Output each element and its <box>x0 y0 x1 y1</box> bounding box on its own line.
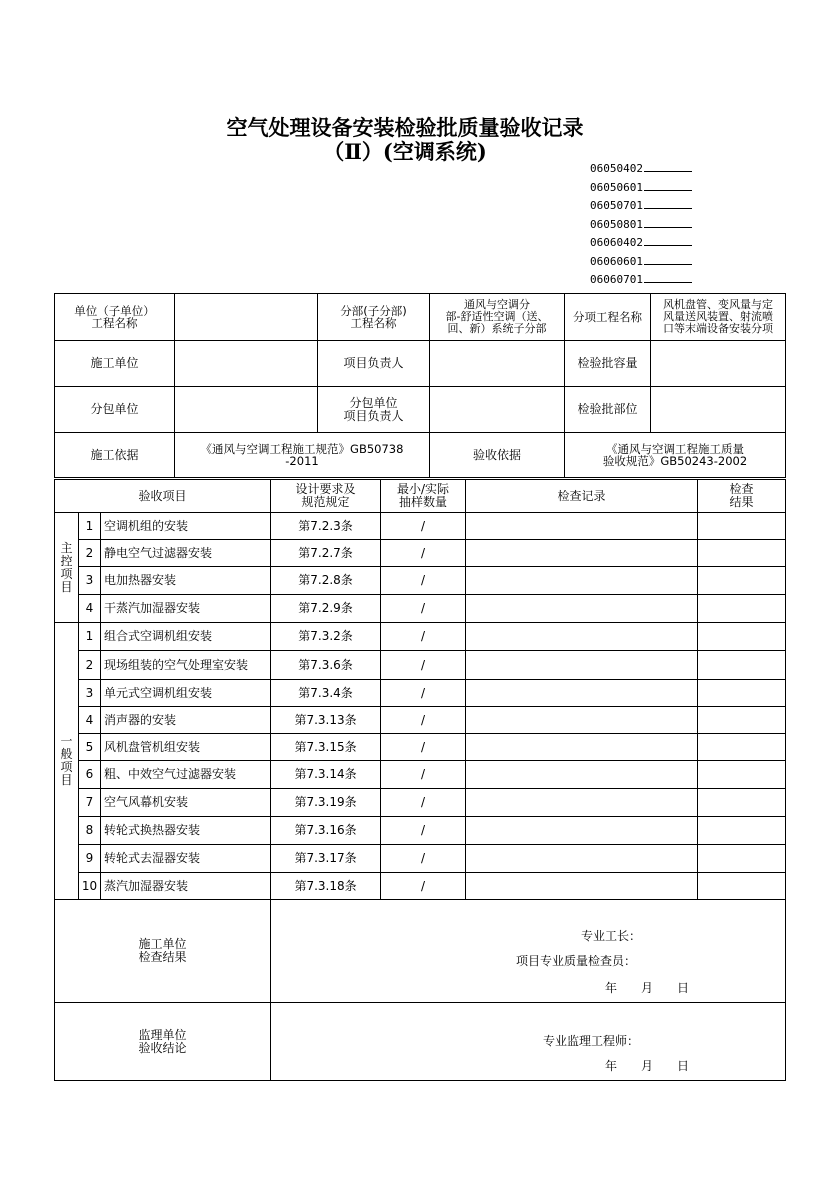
row-result[interactable] <box>698 651 786 680</box>
row-clause: 第7.3.19条 <box>271 789 381 817</box>
header-table <box>54 293 786 478</box>
row-result[interactable] <box>698 845 786 873</box>
basis-label: 施工依据 <box>55 433 175 478</box>
table-row <box>55 707 786 734</box>
row-no: 6 <box>79 761 101 789</box>
row-name: 转轮式去湿器安装 <box>101 845 271 873</box>
row-clause: 第7.2.9条 <box>271 595 381 623</box>
row-clause: 第7.3.18条 <box>271 873 381 900</box>
row-sample: / <box>381 761 466 789</box>
table-row <box>55 513 786 540</box>
col-record-header: 检查记录 <box>466 480 698 513</box>
unit-label: 单位（子单位） 工程名称 <box>55 294 175 341</box>
row-no: 1 <box>79 623 101 651</box>
row-no: 2 <box>79 540 101 567</box>
row-record[interactable] <box>466 513 698 540</box>
code-item: 06060601 <box>590 253 700 272</box>
table-row <box>55 595 786 623</box>
code-item: 06060701 <box>590 271 700 290</box>
table-row <box>55 789 786 817</box>
row-result[interactable] <box>698 513 786 540</box>
row-name: 风机盘管机组安装 <box>101 734 271 761</box>
construction-unit-value[interactable] <box>175 341 318 387</box>
batch-location-value[interactable] <box>651 387 786 433</box>
row-clause: 第7.2.7条 <box>271 540 381 567</box>
row-record[interactable] <box>466 761 698 789</box>
row-result[interactable] <box>698 540 786 567</box>
row-no: 4 <box>79 707 101 734</box>
supervision-result-label: 监理单位 验收结论 <box>55 1003 271 1081</box>
table-row <box>55 680 786 707</box>
row-name: 消声器的安装 <box>101 707 271 734</box>
row-sample: / <box>381 595 466 623</box>
row-no: 1 <box>79 513 101 540</box>
row-result[interactable] <box>698 595 786 623</box>
construction-date: 年 月 日 <box>605 981 690 995</box>
row-sample: / <box>381 845 466 873</box>
row-result[interactable] <box>698 817 786 845</box>
acceptance-basis-label: 验收依据 <box>430 433 565 478</box>
row-sample: / <box>381 567 466 595</box>
table-row <box>55 734 786 761</box>
supervision-date: 年 月 日 <box>605 1059 690 1073</box>
project-manager-value[interactable] <box>430 341 565 387</box>
col-result-header: 检查 结果 <box>698 480 786 513</box>
row-clause: 第7.3.13条 <box>271 707 381 734</box>
code-item: 06050402 <box>590 160 700 179</box>
code-list <box>590 160 700 290</box>
table-row <box>55 623 786 651</box>
unit-value[interactable] <box>175 294 318 341</box>
row-result[interactable] <box>698 623 786 651</box>
row-result[interactable] <box>698 707 786 734</box>
construction-result-area[interactable] <box>271 900 786 1003</box>
row-clause: 第7.3.6条 <box>271 651 381 680</box>
table-row <box>55 540 786 567</box>
row-sample: / <box>381 873 466 900</box>
row-no: 9 <box>79 845 101 873</box>
row-record[interactable] <box>466 707 698 734</box>
row-record[interactable] <box>466 817 698 845</box>
row-name: 空调机组的安装 <box>101 513 271 540</box>
row-result[interactable] <box>698 734 786 761</box>
row-sample: / <box>381 651 466 680</box>
row-record[interactable] <box>466 680 698 707</box>
code-item: 06050601 <box>590 179 700 198</box>
row-record[interactable] <box>466 845 698 873</box>
row-name: 组合式空调机组安装 <box>101 623 271 651</box>
row-sample: / <box>381 623 466 651</box>
row-result[interactable] <box>698 567 786 595</box>
acceptance-basis-value: 《通风与空调工程施工质量 验收规范》GB50243-2002 <box>565 433 786 478</box>
row-record[interactable] <box>466 734 698 761</box>
construction-unit-label: 施工单位 <box>55 341 175 387</box>
row-sample: / <box>381 513 466 540</box>
general-group-label: 一 般 项 目 <box>55 623 79 900</box>
row-no: 10 <box>79 873 101 900</box>
row-name: 单元式空调机组安装 <box>101 680 271 707</box>
row-clause: 第7.2.8条 <box>271 567 381 595</box>
row-record[interactable] <box>466 595 698 623</box>
subunit-value: 通风与空调分 部-舒适性空调（送、 回、新）系统子分部 <box>430 294 565 341</box>
table-row <box>55 567 786 595</box>
row-clause: 第7.2.3条 <box>271 513 381 540</box>
row-no: 5 <box>79 734 101 761</box>
row-no: 3 <box>79 567 101 595</box>
main-group-label: 主 控 项 目 <box>55 513 79 623</box>
row-sample: / <box>381 707 466 734</box>
subcontract-manager-label: 分包单位 项目负责人 <box>318 387 430 433</box>
row-result[interactable] <box>698 680 786 707</box>
table-row <box>55 873 786 900</box>
row-result[interactable] <box>698 761 786 789</box>
code-item: 06050801 <box>590 216 700 235</box>
row-clause: 第7.3.4条 <box>271 680 381 707</box>
row-clause: 第7.3.14条 <box>271 761 381 789</box>
code-item: 06050701 <box>590 197 700 216</box>
item-label: 分项工程名称 <box>565 294 651 341</box>
subcontract-unit-value[interactable] <box>175 387 318 433</box>
row-name: 空气风幕机安装 <box>101 789 271 817</box>
basis-value: 《通风与空调工程施工规范》GB50738 -2011 <box>175 433 430 478</box>
batch-location-label: 检验批部位 <box>565 387 651 433</box>
row-no: 3 <box>79 680 101 707</box>
row-sample: / <box>381 789 466 817</box>
row-no: 4 <box>79 595 101 623</box>
row-clause: 第7.3.17条 <box>271 845 381 873</box>
row-clause: 第7.3.16条 <box>271 817 381 845</box>
row-name: 静电空气过滤器安装 <box>101 540 271 567</box>
row-sample: / <box>381 540 466 567</box>
row-record[interactable] <box>466 789 698 817</box>
row-clause: 第7.3.15条 <box>271 734 381 761</box>
item-value: 风机盘管、变风量与定 风量送风装置、射流喷 口等末端设备安装分项 <box>651 294 786 341</box>
items-table <box>54 479 786 1081</box>
col-item-header: 验收项目 <box>55 480 271 513</box>
table-row <box>55 651 786 680</box>
row-name: 现场组装的空气处理室安装 <box>101 651 271 680</box>
form-subtitle: （Ⅱ）(空调系统) <box>323 139 487 164</box>
batch-capacity-value[interactable] <box>651 341 786 387</box>
subunit-label: 分部(子分部) 工程名称 <box>318 294 430 341</box>
batch-capacity-label: 检验批容量 <box>565 341 651 387</box>
row-record[interactable] <box>466 540 698 567</box>
project-manager-label: 项目负责人 <box>318 341 430 387</box>
row-name: 粗、中效空气过滤器安装 <box>101 761 271 789</box>
row-sample: / <box>381 817 466 845</box>
foreman-label: 专业工长： <box>581 929 642 943</box>
row-record[interactable] <box>466 623 698 651</box>
supervisor-label: 专业监理工程师： <box>543 1034 640 1048</box>
col-design-header: 设计要求及 规范规定 <box>271 480 381 513</box>
inspector-label: 项目专业质量检查员： <box>516 954 637 968</box>
row-record[interactable] <box>466 651 698 680</box>
row-name: 转轮式换热器安装 <box>101 817 271 845</box>
row-sample: / <box>381 680 466 707</box>
row-name: 蒸汽加湿器安装 <box>101 873 271 900</box>
row-result[interactable] <box>698 873 786 900</box>
table-row <box>55 845 786 873</box>
code-item: 06060402 <box>590 234 700 253</box>
table-row <box>55 817 786 845</box>
col-sampling-header: 最小/实际 抽样数量 <box>381 480 466 513</box>
subcontract-manager-value[interactable] <box>430 387 565 433</box>
row-clause: 第7.3.2条 <box>271 623 381 651</box>
row-record[interactable] <box>466 567 698 595</box>
row-no: 8 <box>79 817 101 845</box>
row-no: 2 <box>79 651 101 680</box>
row-no: 7 <box>79 789 101 817</box>
form-title: 空气处理设备安装检验批质量验收记录 <box>226 115 584 140</box>
row-record[interactable] <box>466 873 698 900</box>
row-sample: / <box>381 734 466 761</box>
construction-result-label: 施工单位 检查结果 <box>55 900 271 1003</box>
subcontract-unit-label: 分包单位 <box>55 387 175 433</box>
row-result[interactable] <box>698 789 786 817</box>
table-row <box>55 761 786 789</box>
row-name: 干蒸汽加湿器安装 <box>101 595 271 623</box>
supervision-result-area[interactable] <box>271 1003 786 1081</box>
row-name: 电加热器安装 <box>101 567 271 595</box>
